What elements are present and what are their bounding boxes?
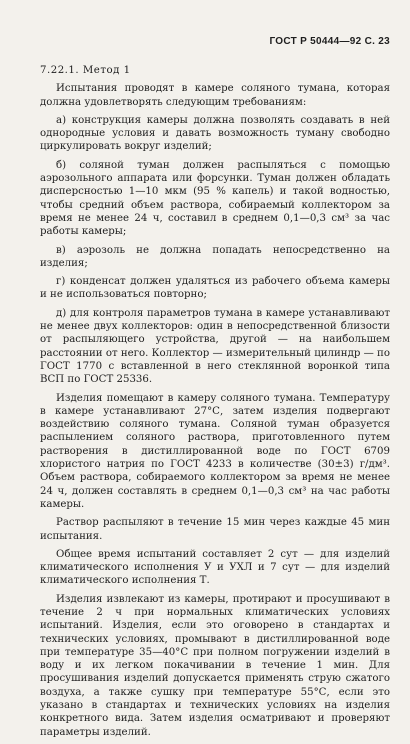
requirement-a: а) конструкция камеры должна позволять создавать в ней однородные условия и давать возможность туману свободно циркулировать вокруг изделий;: [40, 114, 390, 153]
requirement-v: в) аэрозоль не должна попадать непосредственно на изделия;: [40, 244, 390, 269]
paragraph-intro: Испытания проводят в камере соляного тумана, которая должна удовлетворять следующим требованиям:: [40, 83, 390, 108]
section-heading: 7.22.1. Метод 1: [40, 65, 131, 76]
requirement-b: б) соляной туман должен распыляться с помощью аэрозольного аппарата или форсунки. Туман должен обладать дисперсностью 1—10 мкм (95 % капель) и такой водностью, чтобы средний объем раствора, собираемый коллектором за время не менее 24 ч, составил в среднем 0,1—0,3 см³ за час работы камеры;: [40, 159, 390, 238]
running-header: ГОСТ Р 50444—92 С. 23: [269, 36, 390, 47]
paragraph-spraying: Раствор распыляют в течение 15 мин через каждые 45 мин испытания.: [40, 517, 390, 542]
body-text: [40, 64, 390, 744]
paragraph-finishing: Изделия извлекают из камеры, протирают и просушивают в течение 2 ч при нормальных климатических условиях испытаний. Изделия, если это оговорено в стандартах и технических условиях, промывают в дистиллированной воде при температуре 35—40°С при полном погружении изделий в воду и их легком покачивании в течение 1 мин. Для просушивания изделий допускается применять струю сжатого воздуха, а также сушку при температуре 55°С, если это указано в стандартах и технических условиях на изделия конкретного вида. Затем изделия осматривают и проверяют параметры изделий.: [40, 593, 390, 738]
paragraph-duration: Общее время испытаний составляет 2 сут — для изделий климатического исполнения У и УХЛ и 7 сут — для изделий климатического исполнения Т.: [40, 548, 390, 587]
requirement-d: д) для контроля параметров тумана в камере устанавливают не менее двух коллекторов: один в непосредственной близости от распыляющего устройства, другой — на наибольшем расстоянии от него. Коллектор — измерительный цилиндр — по ГОСТ 1770 с вставленной в него стеклянной воронкой типа ВСП по ГОСТ 25336.: [40, 307, 390, 386]
requirement-g: г) конденсат должен удаляться из рабочего объема камеры и не использоваться повторно;: [40, 276, 390, 301]
paragraph-procedure: Изделия помещают в камеру соляного тумана. Температуру в камере устанавливают 27°С, затем изделия подвергают воздействию соляного тумана. Соляной туман образуется распылением соляного раствора, приготовленного путем растворения в дистиллированной воде по ГОСТ 6709 хлористого натрия по ГОСТ 4233 в количестве (30±3) г/дм³. Объем раствора, собираемого коллектором за время не менее 24 ч, должен составлять в среднем 0,1—0,3 см³ на час работы камеры.: [40, 392, 390, 510]
